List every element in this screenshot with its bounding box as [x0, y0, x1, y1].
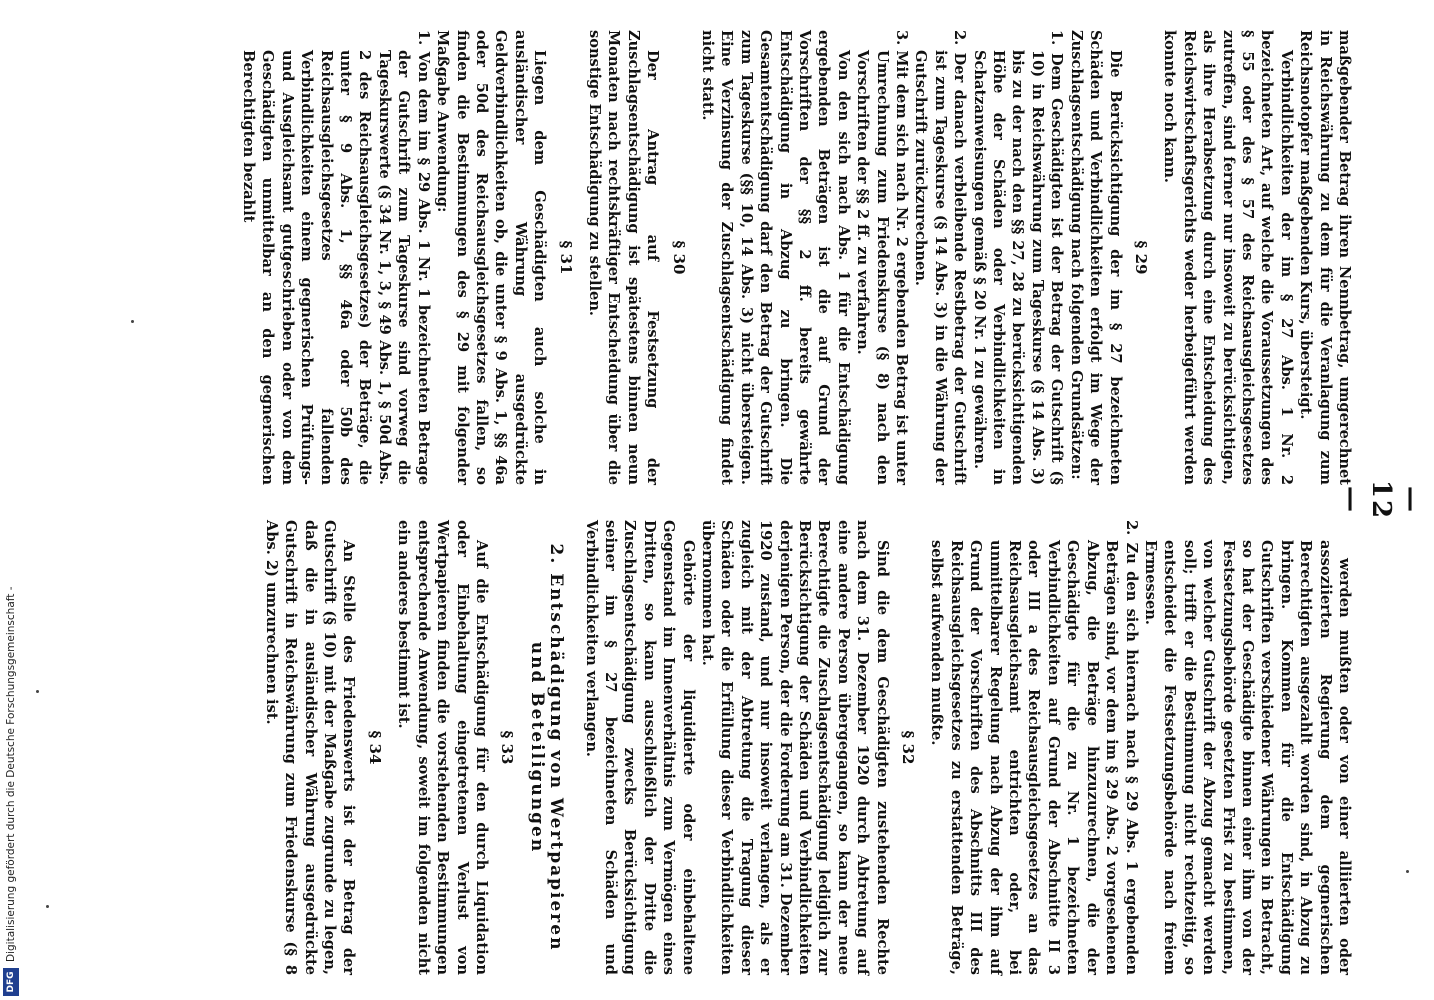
scan-speck — [1406, 870, 1409, 873]
paragraph: Auf die Entschädigung für den durch Liquidation oder Einbehaltung eingetretenen Verlust von Wertpapieren finden die vorstehenden Bestimmungen entsprechende Anwendung, soweit im folgenden nicht ein anderes bestimmt ist. — [395, 520, 490, 975]
section-title-34: § 34 — [365, 730, 384, 765]
paragraph: Verbindlichkeiten der im § 27 Abs. 1 Nr. 2 bezeichneten Art, auf welche die Voraussetzungen des § 55 oder des § 57 des Reichsausgleichsgesetzes zutreffen, sind ferner nur insoweit zu berücksichtigen, als ihre Herabsetzung durch eine Entscheidung des Reichswirtschaftsgerichts weder herbeigeführt werden konnte noch kann. — [1161, 30, 1295, 485]
paragraph: Die Berücksichtigung der im § 27 bezeichneten Schäden und Verbindlichkeiten erfolgt im Wege der Zuschlagsentschädigung nach folgenden Grundsätzen: — [1067, 30, 1124, 485]
paragraph: Der Antrag auf Festsetzung der Zuschlagsentschädigung ist spätestens binnen neun Monaten nach rechtskräftiger Entscheidung über die sonstige Entschädigung zu stellen. — [585, 30, 662, 485]
list-item: 1. Dem Geschädigten ist der Betrag der Gutschrift (§ 10) in Reichswährung zum Tageskurse (§ 14 Abs. 3) bis zu der nach den §§ 27, 28 zu berücksichtigenden Höhe der Schäden oder Verbindlichkeiten in Schatzanweisungen gemäß § 20 Nr. 1 zu gewähren. — [970, 30, 1066, 485]
section-title-33: § 33 — [498, 730, 517, 765]
section-title-30: § 30 — [669, 240, 688, 275]
list-item: 3. Mit dem sich nach Nr. 2 ergebenden Betrag ist unter Umrechnung zum Friedenskurse (§ 8) nach den Vorschriften der §§ 2 ff. zu verfahren. — [854, 30, 911, 485]
section-title-31: § 31 — [556, 240, 575, 275]
dfg-logo: DFG — [3, 968, 19, 996]
list-item: 2. Zu den sich hiernach nach § 29 Abs. 1 ergebenden Beträgen sind, vor dem im § 29 Abs. 2 vorgesehenen Abzug, die Beträge hinzuzurechnen, die der Geschädigte für die zu Nr. 1 bezeichneten Verbindlichkeiten auf Grund der Abschnitte II 3 oder III a des Reichsausgleichsgesetzes an das Reichsausgleichsamt entrichten oder, bei unmittelbarer Regelung nach Abzug der ihm auf Grund der Vorschriften des Abschnitts III des Reichsausgleichsgesetzes zu erstattenden Beträge, selbst aufwenden mußte. — [928, 520, 1140, 975]
section-title-29: § 29 — [1131, 240, 1150, 275]
list-item: 2. Der danach verbleibende Restbetrag der Gutschrift ist zum Tageskurse (§ 14 Abs. 3) in die Währung der Gutschrift zurückzurechnen. — [912, 30, 969, 485]
page-header — [1336, 0, 1426, 1000]
list-item: 1. Von dem im § 29 Abs. 1 Nr. 1 bezeichneten Betrage der Gutschrift zum Tageskurse sind vorweg die Tageskurswerte (§ 34 Nr. 1, 3, § 49 Abs. 1, § 50d Abs. 2 des Reichsausgleichsgesetzes) der Beträge, die unter § 9 Abs. 1, §§ 46a oder 50b des Reichsausgleichsgesetzes fallenden Verbindlichkeiten einem gegnerischen Prüfungs- und Ausgleichsamt gutgeschrieben oder von dem Geschädigten unmittelbar an den gegnerischen Berechtigten bezahlt — [240, 30, 432, 485]
paragraph: An Stelle des Friedenswerts ist der Betrag der Gutschrift (§ 10) mit der Maßgabe zugrunde zu legen, daß die in ausländischer Währung ausgedrückte Gutschrift in Reichswährung zum Friedenskurse (§ 8 Abs. 2) umzurechnen ist. — [262, 520, 358, 975]
chapter-heading: 2. Entschädigung von Wertpapieren und Beteiligungen — [526, 543, 567, 952]
digitization-sidebar — [0, 0, 22, 1000]
right-column — [54, 520, 1354, 975]
paragraph: maßgebender Betrag ihren Nennbetrag, umgerechnet in Reichswährung zu dem für die Veranlagung zum Reichsnotopfer maßgebenden Kurs, übersteigt. — [1297, 30, 1353, 485]
paragraph: werden mußten oder von einer alliierten oder assoziierten Regierung dem gegnerischen Berechtigten ausgezahlt worden sind, in Abzug zu bringen. Kommen für die Entschädigung Gutschriften verschiedener Währungen in Betracht, so hat der Geschädigte binnen einer ihm von der Festsetzungsbehörde gesetzten Frist zu bestimmen, von welcher Gutschrift der Abzug gemacht werden soll; trifft er die Bestimmung nicht rechtzeitig, so entscheidet die Festsetzungsbehörde nach freiem Ermessen. — [1141, 540, 1353, 975]
sidebar-text: Digitalisierung gefördert durch die Deutsche Forschungsgemeinschaft - — [5, 586, 17, 962]
sidebar-rotator — [2, 0, 22, 1000]
scan-speck — [131, 320, 134, 323]
paragraph: Gehörte der liquidierte oder einbehaltene Gegenstand im Innenverhältnis zum Vermögen eines Dritten, so kann ausschließlich der Dritte die Zuschlagsentschädigung zwecks Berücksichtigung seiner im § 27 bezeichneten Schäden und Verbindlichkeiten verlangen. — [582, 520, 697, 975]
paragraph: Von den sich nach Abs. 1 für die Entschädigung ergebenden Beträgen ist die auf Grund der Vorschriften der §§ 2 ff. bereits gewährte Entschädigung in Abzug zu bringen. Die Gesamtentschädigung darf den Betrag der Gutschrift zum Tageskurse (§§ 10, 14 Abs. 3) nicht übersteigen. Eine Verzinsung der Zuschlagsentschädigung findet nicht statt. — [699, 30, 852, 485]
paragraph: Sind die dem Geschädigten zustehenden Rechte nach dem 31. Dezember 1920 durch Abtretung auf eine andere Person übergegangen, so kann der neue Berechtigte die Zuschlagsentschädigung lediglich zur Berücksichtigung der Schäden und Verbindlichkeiten derjenigen Person, der die Forderung am 31. Dezember 1920 zustand, und nur insoweit verlangen, als er zugleich mit der Abtretung die Tragung dieser Schäden oder die Erfüllung dieser Verbindlichkeiten übernommen hat. — [699, 520, 891, 975]
page-number: — 12 — — [1336, 479, 1426, 521]
paragraph: Liegen dem Geschädigten auch solche in ausländischer Währung ausgedrückte Geldverbindlichkeiten ob, die unter § 9 Abs. 1, §§ 46a oder 50d des Reichsausgleichsgesetzes fallen, so finden die Bestimmungen des § 29 mit folgender Maßgabe Anwendung: — [434, 30, 549, 485]
section-title-32: § 32 — [899, 730, 918, 765]
left-column — [54, 30, 1354, 485]
scan-speck — [46, 905, 49, 908]
scan-speck — [36, 690, 39, 693]
